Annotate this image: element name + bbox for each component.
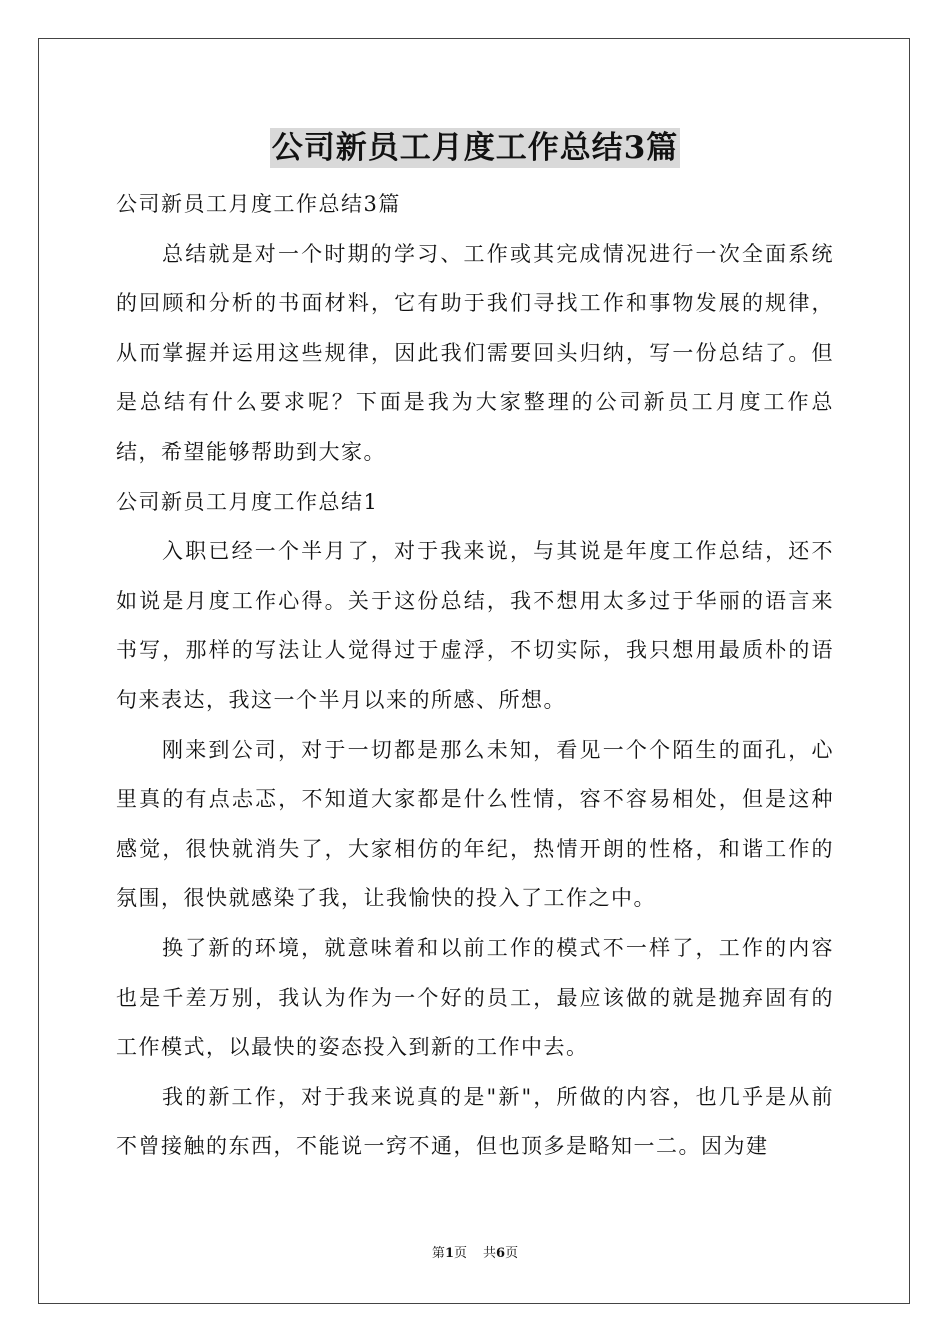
body-paragraph-3: 换了新的环境，就意味着和以前工作的模式不一样了，工作的内容也是千差万别，我认为作为一个好的员工，最应该做的就是抛弃固有的工作模式，以最快的姿态投入到新的工作中去。 (116, 935, 834, 1060)
title-container (0, 128, 950, 168)
section-heading: 公司新员工月度工作总结1 (116, 489, 379, 514)
total-pages: 6 (496, 1246, 506, 1261)
page-prefix: 第 (431, 1246, 445, 1261)
document-body (116, 180, 834, 1172)
page-footer (0, 1244, 950, 1264)
subtitle: 公司新员工月度工作总结3篇 (116, 192, 401, 216)
page-suffix: 页 (453, 1246, 467, 1261)
intro-paragraph: 总结就是对一个时期的学习、工作或其完成情况进行一次全面系统的回顾和分析的书面材料，它有助于我们寻找工作和事物发展的规律，从而掌握并运用这些规律，因此我们需要回头归纳，写一份总结了。但是总结有什么要求呢？下面是我为大家整理的公司新员工月度工作总结，希望能够帮助到大家。 (116, 241, 834, 464)
page-number: 1 (444, 1246, 454, 1261)
body-paragraph-4: 我的新工作，对于我来说真的是"新"，所做的内容，也几乎是从前不曾接触的东西，不能说一窍不通，但也顶多是略知一二。因为建 (116, 1084, 834, 1159)
document-title: 公司新员工月度工作总结3篇 (271, 130, 679, 166)
body-paragraph-1: 入职已经一个半月了，对于我来说，与其说是年度工作总结，还不如说是月度工作心得。关于这份总结，我不想用太多过于华丽的语言来书写，那样的写法让人觉得过于虚浮，不切实际，我只想用最质朴的语句来表达，我这一个半月以来的所感、所想。 (116, 539, 834, 712)
body-paragraph-2: 刚来到公司，对于一切都是那么未知，看见一个个陌生的面孔，心里真的有点忐忑，不知道大家都是什么性情，容不容易相处，但是这种感觉，很快就消失了，大家相仿的年纪，热情开朗的性格，和谐工作的氛围，很快就感染了我，让我愉快的投入了工作之中。 (116, 737, 834, 911)
total-prefix: 共 (483, 1246, 497, 1261)
total-suffix: 页 (505, 1246, 519, 1261)
